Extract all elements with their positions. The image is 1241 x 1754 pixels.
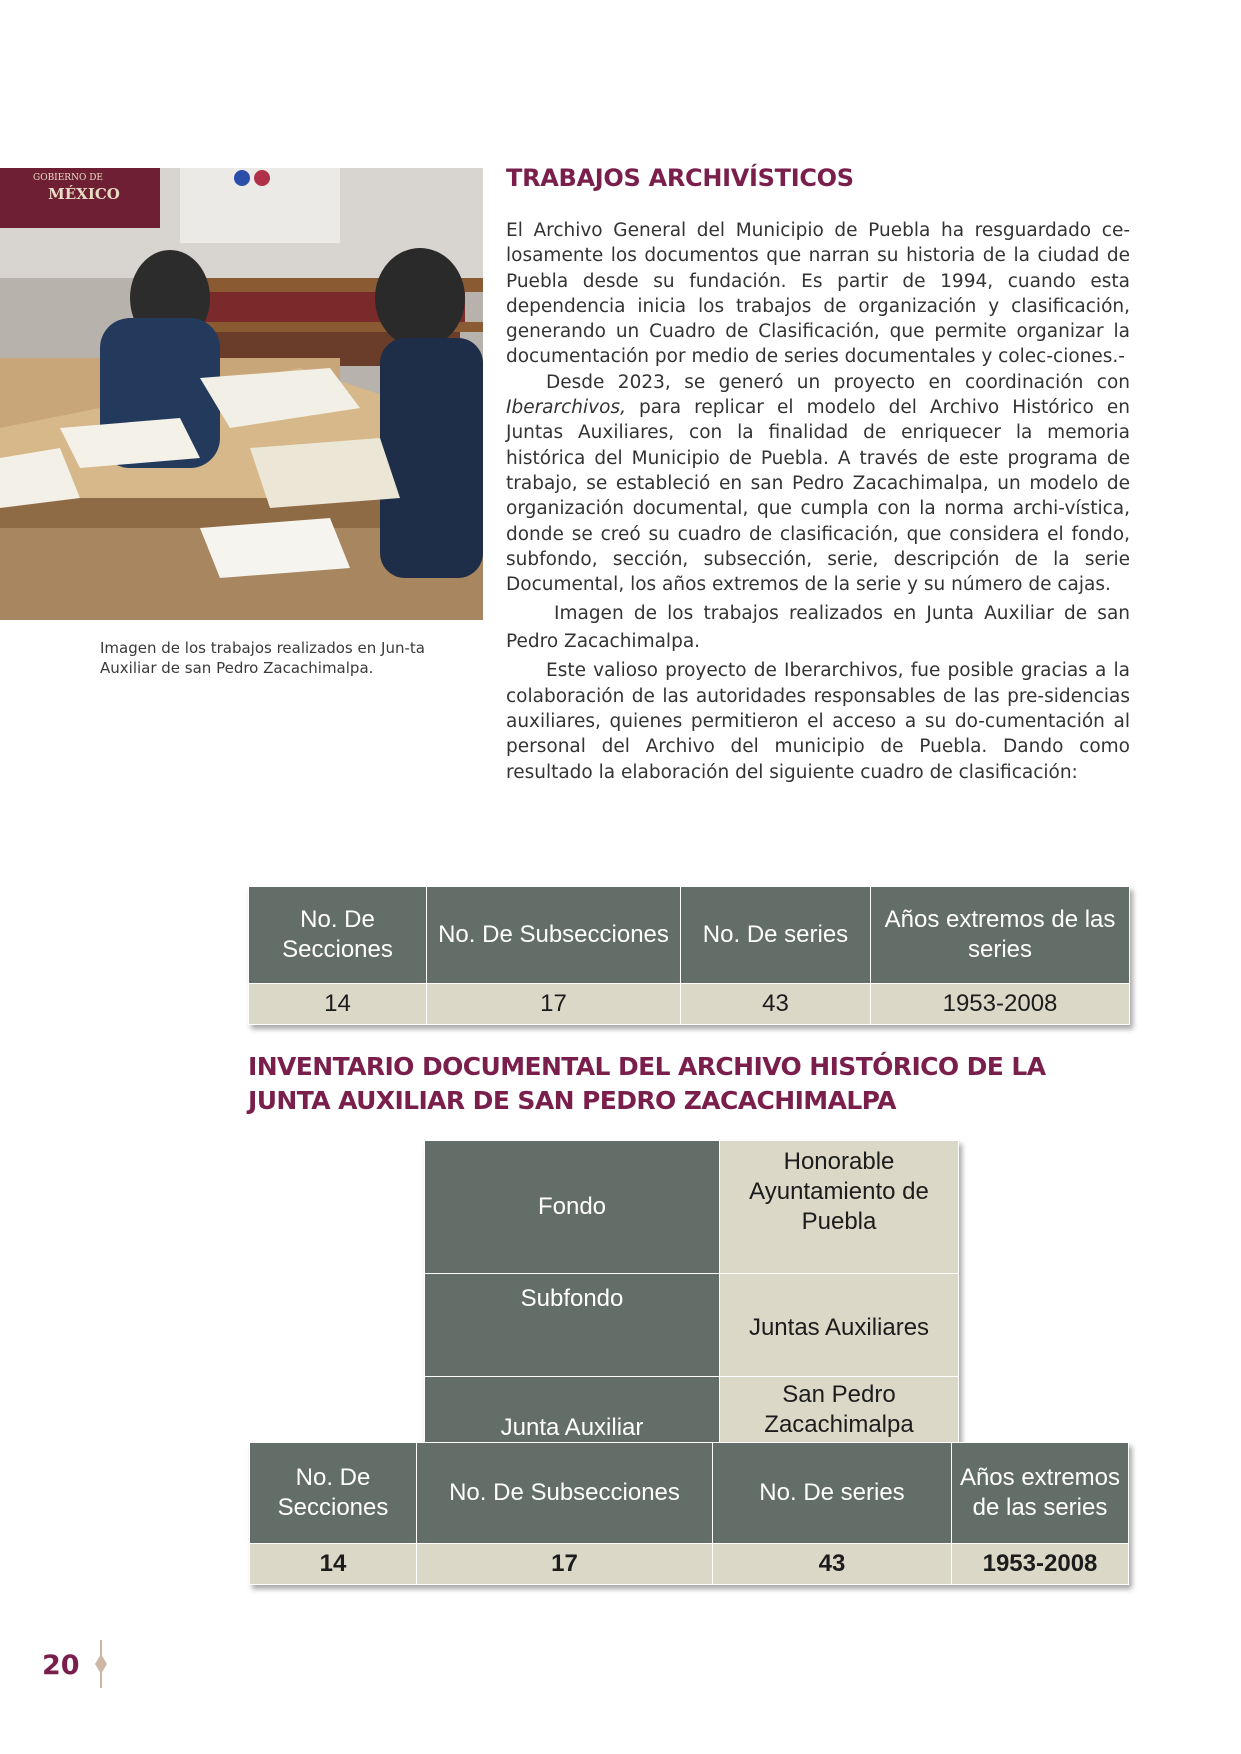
table-cell: 1953-2008 xyxy=(871,984,1130,1025)
row-label: Junta Auxiliar xyxy=(425,1377,720,1444)
svg-text:MÉXICO: MÉXICO xyxy=(48,185,120,203)
table-row xyxy=(250,1544,1129,1585)
photo-of-archive-workers xyxy=(0,168,483,620)
paragraph-1: El Archivo General del Municipio de Puebla ha resguardado ce-losamente los documentos que narran su historia de la ciudad de Puebla desde su fundación. Es partir de 1994, cuando esta dependencia inicia los trabajos de organización y clasificación, generando un Cuadro de Clasificación, que permite organizar la documentación por medio de series documentales y colec-ciones.- xyxy=(506,220,1130,368)
column-header: Años extremos de las series xyxy=(871,887,1130,984)
row-label: Fondo xyxy=(425,1141,720,1274)
column-header: No. De Secciones xyxy=(249,887,427,984)
svg-text:GOBIERNO DE: GOBIERNO DE xyxy=(33,173,103,183)
table-cell: 14 xyxy=(250,1544,417,1585)
section-title: TRABAJOS ARCHIVÍSTICOS xyxy=(506,164,854,192)
row-label: Subfondo xyxy=(425,1274,720,1377)
table-cell: 43 xyxy=(713,1544,952,1585)
column-header: No. De Secciones xyxy=(250,1443,417,1544)
page-number: 20 xyxy=(42,1650,80,1681)
column-header: No. De series xyxy=(713,1443,952,1544)
column-header: No. De Subsecciones xyxy=(417,1443,713,1544)
table-row xyxy=(425,1141,959,1274)
row-value: San Pedro Zacachimalpa xyxy=(720,1377,959,1444)
fondo-table xyxy=(424,1140,959,1444)
classification-summary-table xyxy=(248,886,1130,1025)
photo-caption: Imagen de los trabajos realizados en Jun-ta Auxiliar de san Pedro Zacachimalpa. xyxy=(100,639,425,677)
column-header: Años extremos de las series xyxy=(952,1443,1129,1544)
row-value: Juntas Auxiliares xyxy=(720,1274,959,1377)
inventory-title: INVENTARIO DOCUMENTAL DEL ARCHIVO HISTÓRICO DE LA JUNTA AUXILIAR DE SAN PEDRO ZACACHIMALPA xyxy=(248,1052,1046,1115)
row-value: Honorable Ayuntamiento de Puebla xyxy=(720,1141,959,1274)
table-cell: 17 xyxy=(417,1544,713,1585)
table-row xyxy=(425,1274,959,1377)
table-header-row xyxy=(249,887,1130,984)
column-header: No. De Subsecciones xyxy=(427,887,681,984)
paragraph-3: Imagen de los trabajos realizados en Junta Auxiliar de san Pedro Zacachimalpa. xyxy=(506,603,1130,653)
table-row xyxy=(249,984,1130,1025)
paragraph-2: Desde 2023, se generó un proyecto en coordinación con Iberarchivos, para replicar el modelo del Archivo Histórico en Juntas Auxiliares, con la finalidad de enriquecer la memoria histórica del Municipio de Puebla. A través de este programa de trabajo, se estableció en san Pedro Zacachimalpa, un modelo de organización documental, que cumpla con la norma archi-vística, donde se creó su cuadro de clasificación, que considera el fondo, subfondo, sección, subsección, serie, descripción de la serie Documental, los años extremos de la serie y su número de cajas. xyxy=(506,371,1130,596)
diamond-ornament-icon xyxy=(93,1640,109,1688)
paragraph-4: Este valioso proyecto de Iberarchivos, fue posible gracias a la colaboración de las autoridades responsables de las pre-sidencias auxiliares, quienes permitieron el acceso a su do-cumentación al personal del Archivo del municipio de Puebla. Dando como resultado la elaboración del siguiente cuadro de clasificación: xyxy=(506,660,1130,783)
column-header: No. De series xyxy=(681,887,871,984)
table-cell: 14 xyxy=(249,984,427,1025)
body-text xyxy=(506,218,1130,785)
table-cell: 17 xyxy=(427,984,681,1025)
table-row xyxy=(425,1377,959,1444)
table-cell: 1953-2008 xyxy=(952,1544,1129,1585)
table-header-row xyxy=(250,1443,1129,1544)
classification-summary-table-2 xyxy=(249,1442,1129,1585)
table-cell: 43 xyxy=(681,984,871,1025)
